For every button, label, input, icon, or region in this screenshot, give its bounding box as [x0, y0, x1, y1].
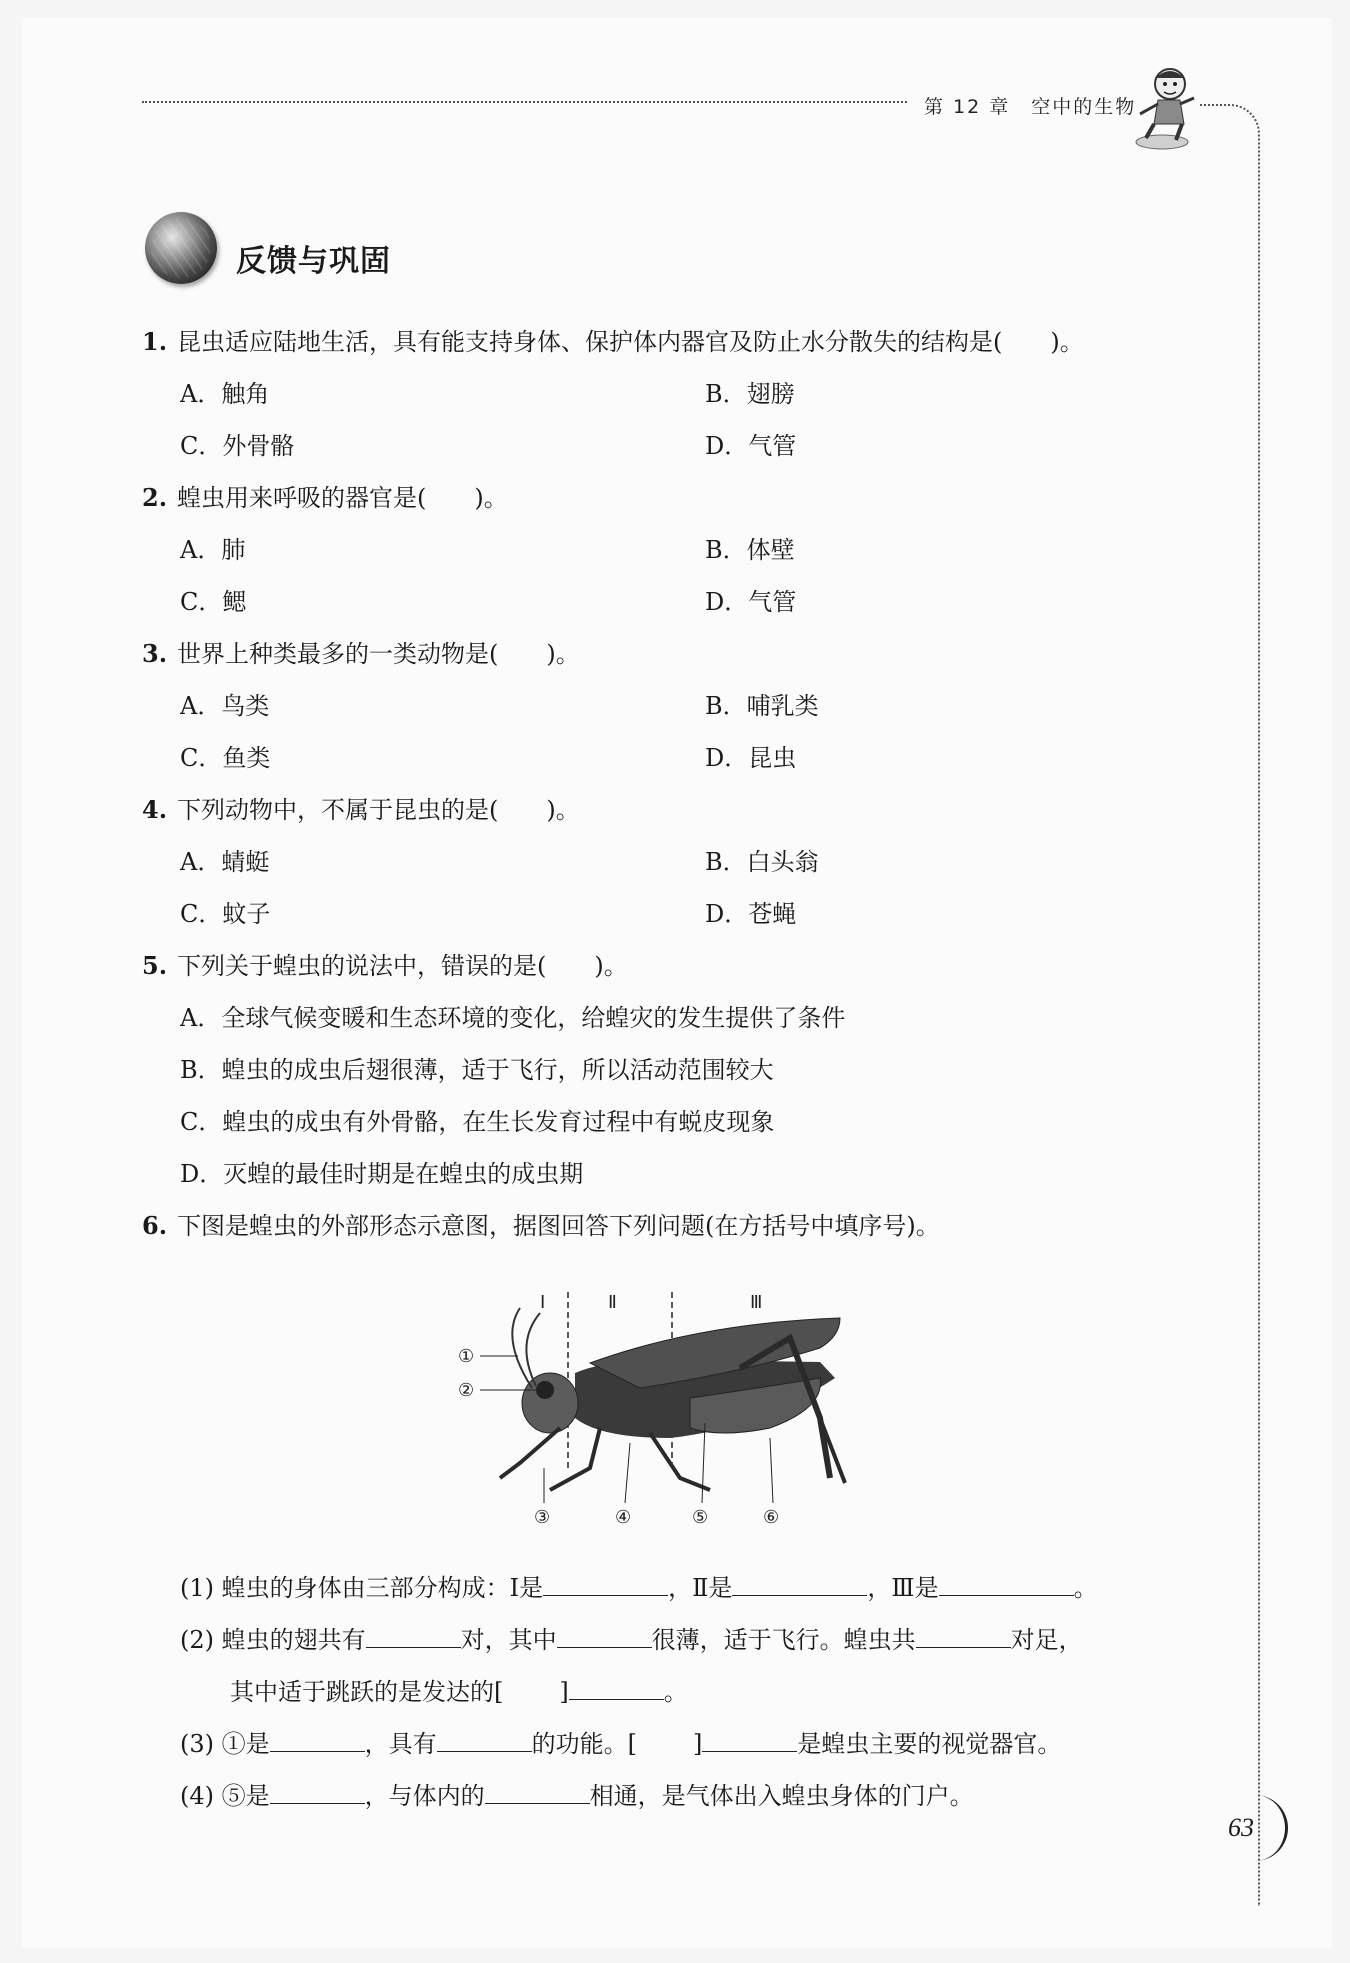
- sub-text: ，Ⅱ是: [668, 1574, 733, 1602]
- option: A．蜻蜓: [180, 848, 270, 876]
- answer-blank[interactable]: [569, 1677, 664, 1700]
- sub-question-2-continued: [230, 1672, 688, 1707]
- header-dotted-rule: [142, 101, 907, 103]
- question-number: 6.: [142, 1211, 168, 1240]
- question-number: 1.: [142, 327, 168, 356]
- option: A．全球气候变暖和生态环境的变化，给蝗灾的发生提供了条件: [180, 1004, 846, 1032]
- question-text: 蝗虫用来呼吸的器官是( )。: [177, 484, 508, 512]
- sub-question-2: [180, 1620, 1083, 1655]
- part-label-5: ⑤: [692, 1507, 709, 1527]
- question-number: 4.: [142, 795, 168, 824]
- page-border-dotted: [1200, 104, 1260, 1906]
- question-text: 世界上种类最多的一类动物是( )。: [177, 640, 580, 668]
- answer-blank[interactable]: [916, 1625, 1011, 1648]
- sub-text: 是蝗虫主要的视觉器官。: [797, 1730, 1062, 1758]
- answer-blank[interactable]: [437, 1729, 532, 1752]
- answer-blank[interactable]: [366, 1625, 461, 1648]
- question-4: [142, 790, 580, 825]
- section-ball-icon: [145, 212, 217, 284]
- question-number: 2.: [142, 483, 168, 512]
- question-text: 下列动物中，不属于昆虫的是( )。: [177, 796, 580, 824]
- page-number: 63: [1222, 1795, 1288, 1861]
- answer-blank[interactable]: [557, 1625, 652, 1648]
- option: C．鳃: [180, 588, 247, 616]
- answer-blank[interactable]: [732, 1573, 867, 1596]
- option: B．翅膀: [705, 380, 795, 408]
- sub-text: ]: [559, 1678, 569, 1706]
- option: A．鸟类: [180, 692, 270, 720]
- part-label-2: ②: [458, 1380, 475, 1400]
- sub-question-1: [180, 1568, 1098, 1603]
- option: C．蝗虫的成虫有外骨骼，在生长发育过程中有蜕皮现象: [180, 1108, 775, 1136]
- sub-text: ，与体内的: [364, 1782, 485, 1810]
- question-2: [142, 478, 508, 513]
- option: B．体壁: [705, 536, 795, 564]
- option: C．鱼类: [180, 744, 271, 772]
- sub-text: 。: [663, 1678, 688, 1706]
- question-5: [142, 946, 628, 981]
- chapter-header: 第 12 章 空中的生物: [924, 96, 1137, 118]
- answer-blank[interactable]: [270, 1729, 365, 1752]
- mascot-illustration: [1132, 62, 1202, 152]
- sub-text: (4) ⑤是: [180, 1782, 270, 1810]
- part-label-3: ③: [534, 1507, 551, 1527]
- answer-blank[interactable]: [702, 1729, 797, 1752]
- option: A．肺: [180, 536, 246, 564]
- sub-text: 其中适于跳跃的是发达的[: [230, 1678, 504, 1706]
- grasshopper-diagram: [440, 1278, 910, 1538]
- sub-question-3: [180, 1724, 1061, 1759]
- sub-text: 对足，: [1010, 1626, 1083, 1654]
- question-3: [142, 634, 580, 669]
- sub-text: (2) 蝗虫的翅共有: [180, 1626, 366, 1654]
- leader-line: [702, 1423, 705, 1503]
- option: D．灭蝗的最佳时期是在蝗虫的成虫期: [180, 1160, 584, 1188]
- answer-blank[interactable]: [270, 1781, 365, 1804]
- sub-text: 相通，是气体出入蝗虫身体的门户。: [589, 1782, 974, 1810]
- question-number: 5.: [142, 951, 168, 980]
- question-number: 3.: [142, 639, 168, 668]
- sub-text: (3) ①是: [180, 1730, 270, 1758]
- sub-text: ，具有: [364, 1730, 437, 1758]
- leader-line: [625, 1443, 630, 1503]
- answer-blank[interactable]: [485, 1781, 590, 1804]
- sub-text: 很薄，适于飞行。蝗虫共: [651, 1626, 916, 1654]
- leader-line: [770, 1438, 773, 1503]
- question-1: [142, 322, 1084, 357]
- part-label-4: ④: [615, 1507, 632, 1527]
- option: B．蝗虫的成虫后翅很薄，适于飞行，所以活动范围较大: [180, 1056, 774, 1084]
- option: D．昆虫: [705, 744, 797, 772]
- sub-text: 对，其中: [460, 1626, 557, 1654]
- sub-text: 。: [1073, 1574, 1098, 1602]
- sub-text: ]: [693, 1730, 703, 1758]
- sub-text: 的功能。[: [531, 1730, 637, 1758]
- question-text: 下图是蝗虫的外部形态示意图，据图回答下列问题(在方括号中填序号)。: [177, 1212, 940, 1240]
- option: D．气管: [705, 432, 797, 460]
- question-6: [142, 1206, 940, 1241]
- page: [22, 18, 1332, 1948]
- question-text: 昆虫适应陆地生活，具有能支持身体、保护体内器官及防止水分散失的结构是( )。: [177, 328, 1084, 356]
- option: A．触角: [180, 380, 270, 408]
- answer-blank[interactable]: [939, 1573, 1074, 1596]
- segment-label-2: Ⅱ: [608, 1292, 617, 1312]
- option: C．蚊子: [180, 900, 271, 928]
- option: B．哺乳类: [705, 692, 819, 720]
- part-label-1: ①: [458, 1346, 475, 1366]
- sub-text: (1) 蝗虫的身体由三部分构成：Ⅰ是: [180, 1574, 544, 1602]
- segment-label-1: Ⅰ: [540, 1292, 546, 1312]
- section-title: 反馈与巩固: [236, 244, 391, 279]
- option: D．苍蝇: [705, 900, 797, 928]
- option: B．白头翁: [705, 848, 819, 876]
- answer-blank[interactable]: [543, 1573, 668, 1596]
- option: D．气管: [705, 588, 797, 616]
- sub-question-4: [180, 1776, 974, 1811]
- segment-label-3: Ⅲ: [750, 1292, 763, 1312]
- part-label-6: ⑥: [763, 1507, 780, 1527]
- question-text: 下列关于蝗虫的说法中，错误的是( )。: [177, 952, 628, 980]
- sub-text: ，Ⅲ是: [867, 1574, 939, 1602]
- option: C．外骨骼: [180, 432, 295, 460]
